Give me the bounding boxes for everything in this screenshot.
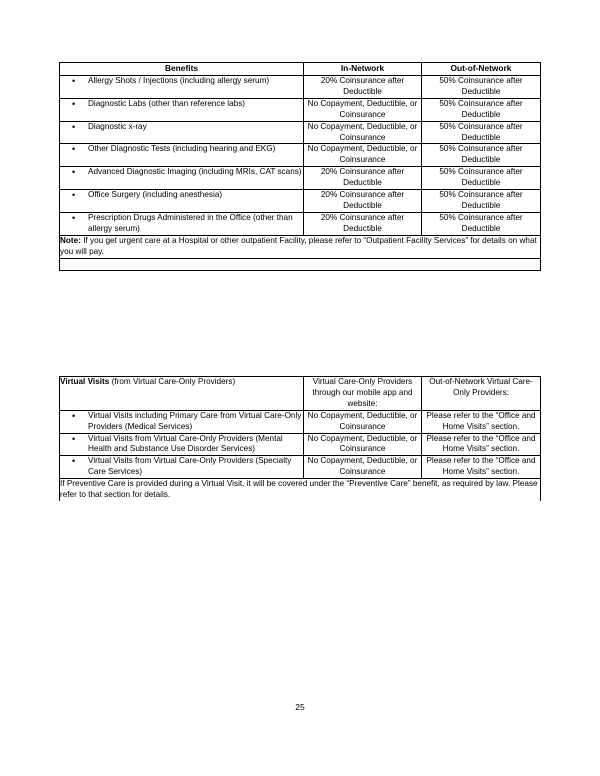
bullet-icon: •	[72, 121, 76, 132]
benefit-cell	[60, 456, 304, 479]
note-text: If you get urgent care at a Hospital or other outpatient Facility, please refer to “Outpatient Facility Services” for details on what you will pay.	[60, 235, 537, 256]
column-header-in-network: In-Network	[304, 63, 422, 76]
out-of-network-value: Please refer to the “Office and Home Visits” section.	[422, 433, 541, 456]
benefit-label: Office Surgery (including anesthesia)	[88, 190, 223, 200]
in-network-value: No Copayment, Deductible, or Coinsurance	[304, 433, 422, 456]
virtual-visits-title	[60, 377, 304, 411]
benefit-cell	[60, 144, 304, 167]
table-row	[60, 121, 541, 144]
preventive-care-note-row	[60, 479, 541, 501]
out-of-network-value: Please refer to the “Office and Home Visits” section.	[422, 410, 541, 433]
benefit-cell	[60, 212, 304, 235]
urgent-care-note	[60, 235, 541, 258]
bullet-icon: •	[72, 76, 76, 86]
benefit-cell	[60, 433, 304, 456]
benefit-cell	[60, 98, 304, 121]
table-spacer-row	[60, 258, 541, 270]
out-of-network-value: 50% Coinsurance after Deductible	[422, 98, 541, 121]
table-row	[60, 190, 541, 213]
table-row	[60, 98, 541, 121]
table-row	[60, 212, 541, 235]
note-label: Note:	[60, 235, 81, 245]
out-of-network-value: 50% Coinsurance after Deductible	[422, 190, 541, 213]
virtual-visits-table	[59, 376, 541, 501]
benefit-label: Virtual Visits from Virtual Care-Only Providers (Mental Health and Substance Use Disorder Services)	[88, 433, 283, 454]
benefit-label: Diagnostic Labs (other than reference labs)	[88, 98, 246, 108]
in-network-value: No Copayment, Deductible, or Coinsurance	[304, 98, 422, 121]
bullet-icon: •	[72, 212, 76, 223]
column-header-virtual-in-network: Virtual Care-Only Providers through our mobile app and website:	[304, 377, 422, 411]
benefit-label: Advanced Diagnostic Imaging (including MRIs, CAT scans)	[88, 167, 302, 177]
in-network-value: 20% Coinsurance after Deductible	[304, 212, 422, 235]
benefit-cell	[60, 167, 304, 190]
benefit-label: Other Diagnostic Tests (including hearing and EKG)	[88, 144, 276, 154]
out-of-network-value: 50% Coinsurance after Deductible	[422, 167, 541, 190]
table-row	[60, 456, 541, 479]
bullet-icon: •	[72, 144, 76, 155]
benefit-label: Diagnostic x-ray	[88, 121, 147, 131]
table-row	[60, 76, 541, 99]
bullet-icon: •	[72, 190, 76, 201]
column-header-virtual-out-of-network: Out-of-Network Virtual Care-Only Providers:	[422, 377, 541, 411]
table-row	[60, 410, 541, 433]
benefit-cell	[60, 410, 304, 433]
table-row	[60, 144, 541, 167]
virtual-visits-header-row	[60, 377, 541, 411]
bullet-icon: •	[72, 456, 76, 467]
out-of-network-value: 50% Coinsurance after Deductible	[422, 144, 541, 167]
page-number: 25	[295, 702, 305, 712]
in-network-value: 20% Coinsurance after Deductible	[304, 190, 422, 213]
benefit-label: Virtual Visits from Virtual Care-Only Providers (Specialty Care Services)	[88, 456, 292, 477]
out-of-network-value: 50% Coinsurance after Deductible	[422, 212, 541, 235]
spacer-cell	[60, 258, 541, 270]
table-header-row	[60, 63, 541, 76]
benefit-label: Virtual Visits including Primary Care from Virtual Care-Only Providers (Medical Services)	[88, 410, 302, 431]
bullet-icon: •	[72, 410, 76, 421]
out-of-network-value: 50% Coinsurance after Deductible	[422, 76, 541, 99]
in-network-value: No Copayment, Deductible, or Coinsurance	[304, 456, 422, 479]
in-network-value: No Copayment, Deductible, or Coinsurance	[304, 410, 422, 433]
preventive-care-note: If Preventive Care is provided during a Virtual Visit, it will be covered under the “Preventive Care” benefit, as required by law. Please refer to that section for details.	[60, 479, 541, 501]
virtual-visits-title-rest: (from Virtual Care-Only Providers)	[109, 377, 236, 386]
benefits-table-primary	[59, 62, 541, 271]
table-row	[60, 433, 541, 456]
bullet-icon: •	[72, 433, 76, 444]
in-network-value: No Copayment, Deductible, or Coinsurance	[304, 144, 422, 167]
benefit-cell	[60, 76, 304, 99]
benefit-cell	[60, 121, 304, 144]
in-network-value: 20% Coinsurance after Deductible	[304, 76, 422, 99]
out-of-network-value: Please refer to the “Office and Home Visits” section.	[422, 456, 541, 479]
table-row	[60, 167, 541, 190]
bullet-icon: •	[72, 167, 76, 178]
in-network-value: No Copayment, Deductible, or Coinsurance	[304, 121, 422, 144]
benefit-cell	[60, 190, 304, 213]
in-network-value: 20% Coinsurance after Deductible	[304, 167, 422, 190]
benefit-label: Allergy Shots / Injections (including allergy serum)	[88, 76, 270, 85]
virtual-visits-title-bold: Virtual Visits	[60, 377, 110, 386]
out-of-network-value: 50% Coinsurance after Deductible	[422, 121, 541, 144]
table-note-row	[60, 235, 541, 258]
benefit-label: Prescription Drugs Administered in the Office (other than allergy serum)	[88, 212, 293, 233]
bullet-icon: •	[72, 98, 76, 109]
column-header-out-of-network: Out-of-Network	[422, 63, 541, 76]
column-header-benefits: Benefits	[60, 63, 304, 76]
